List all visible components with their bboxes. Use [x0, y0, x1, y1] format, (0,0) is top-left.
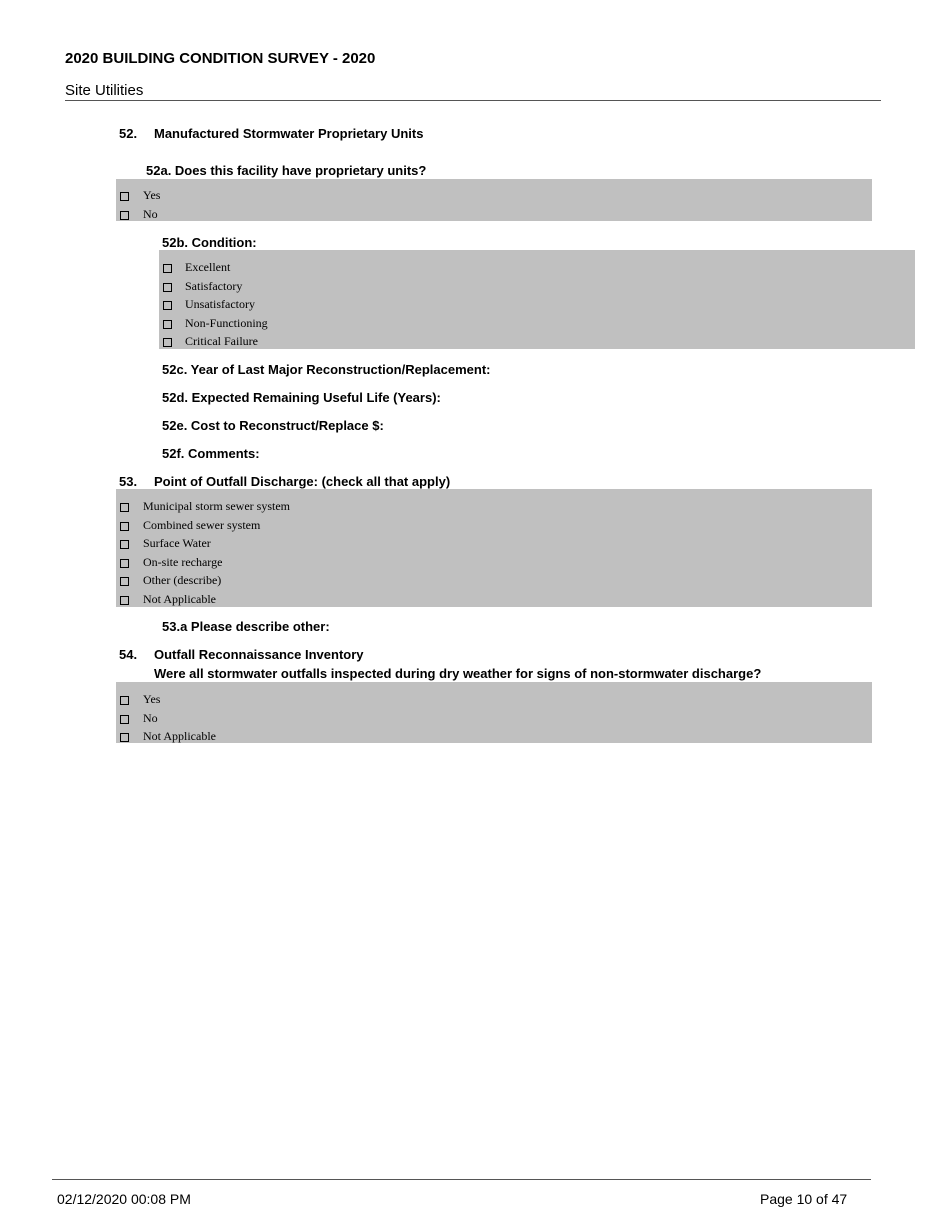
- q53-options-box: [116, 489, 872, 607]
- q54-number: 54.: [119, 647, 138, 662]
- footer-divider: [52, 1179, 871, 1180]
- q53-number: 53.: [119, 474, 138, 489]
- footer-timestamp: 02/12/2020 00:08 PM: [57, 1191, 191, 1207]
- q52b-checkbox-excellent[interactable]: [163, 264, 172, 273]
- q52a-option-no: No: [143, 207, 158, 221]
- q53-option-other: Other (describe): [143, 573, 222, 587]
- q52d-label: 52d. Expected Remaining Useful Life (Years):: [162, 390, 441, 405]
- q53-checkbox-combined[interactable]: [120, 522, 129, 531]
- q53-option-on-site: On-site recharge: [143, 555, 223, 569]
- q52a-option-yes: Yes: [143, 188, 161, 202]
- q52b-option-critical-failure: Critical Failure: [185, 334, 258, 348]
- q54-option-yes: Yes: [143, 692, 161, 706]
- footer-page-number: Page 10 of 47: [760, 1191, 848, 1207]
- q52b-option-non-functioning: Non-Functioning: [185, 316, 268, 330]
- q53a-label: 53.a Please describe other:: [162, 619, 330, 634]
- q52a-checkbox-yes[interactable]: [120, 192, 129, 201]
- page-title: 2020 BUILDING CONDITION SURVEY - 2020: [65, 50, 376, 67]
- q54-option-no: No: [143, 711, 158, 725]
- q52a-options-box: [116, 179, 872, 221]
- q52b-option-excellent: Excellent: [185, 260, 231, 274]
- q52b-checkbox-satisfactory[interactable]: [163, 283, 172, 292]
- q54-label: Outfall Reconnaissance Inventory: [154, 647, 364, 662]
- q52f-label: 52f. Comments:: [162, 446, 260, 461]
- q52b-options-box: [159, 250, 915, 349]
- q54-checkbox-not-applicable[interactable]: [120, 733, 129, 742]
- q52b-option-satisfactory: Satisfactory: [185, 279, 243, 293]
- q52-number: 52.: [119, 126, 138, 141]
- q53-checkbox-municipal[interactable]: [120, 503, 129, 512]
- q53-option-surface-water: Surface Water: [143, 536, 211, 550]
- q54-checkbox-no[interactable]: [120, 715, 129, 724]
- q53-checkbox-surface-water[interactable]: [120, 540, 129, 549]
- q52b-checkbox-unsatisfactory[interactable]: [163, 301, 172, 310]
- q52a-label: 52a. Does this facility have proprietary units?: [146, 163, 427, 178]
- q52c-label: 52c. Year of Last Major Reconstruction/Replacement:: [162, 362, 491, 377]
- q52b-option-unsatisfactory: Unsatisfactory: [185, 297, 255, 311]
- q52e-label: 52e. Cost to Reconstruct/Replace $:: [162, 418, 384, 433]
- q52-label: Manufactured Stormwater Proprietary Units: [154, 126, 424, 141]
- q53-checkbox-on-site[interactable]: [120, 559, 129, 568]
- section-title: Site Utilities: [65, 82, 144, 99]
- q53-checkbox-other[interactable]: [120, 577, 129, 586]
- q54-options-box: [116, 682, 872, 743]
- q54-sublabel: Were all stormwater outfalls inspected during dry weather for signs of non-stormwater discharge?: [154, 666, 762, 681]
- q52b-checkbox-non-functioning[interactable]: [163, 320, 172, 329]
- q53-option-combined: Combined sewer system: [143, 518, 261, 532]
- q52b-label: 52b. Condition:: [162, 235, 257, 250]
- q52a-checkbox-no[interactable]: [120, 211, 129, 220]
- q54-option-not-applicable: Not Applicable: [143, 729, 216, 743]
- header-divider: [65, 100, 881, 101]
- q53-option-not-applicable: Not Applicable: [143, 592, 216, 606]
- q53-checkbox-not-applicable[interactable]: [120, 596, 129, 605]
- q54-checkbox-yes[interactable]: [120, 696, 129, 705]
- q52b-checkbox-critical-failure[interactable]: [163, 338, 172, 347]
- q53-option-municipal: Municipal storm sewer system: [143, 499, 290, 513]
- q53-label: Point of Outfall Discharge: (check all that apply): [154, 474, 451, 489]
